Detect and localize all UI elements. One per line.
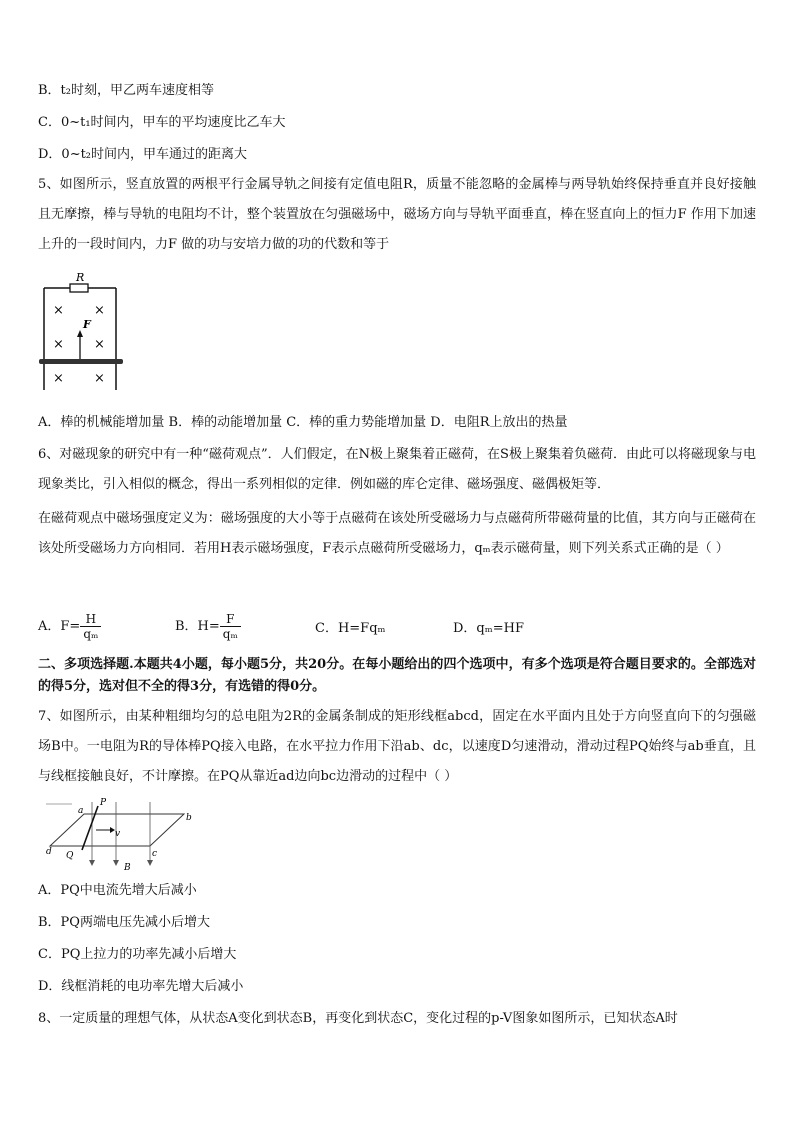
label-field-b: B [124, 863, 131, 872]
q6-definition: 在磁荷观点中磁场强度定义为：磁场强度的大小等于点磁荷在该处所受磁场力与点磁荷所带磁荷量的比值，其方向与正磁荷在该处所受磁场力方向相同．若用H表示磁场强度，F表示点磁荷所受磁场力，qₘ表示磁荷量，则下列关系式正确的是（ ） [38, 511, 756, 556]
field-cross: × [53, 371, 64, 386]
q4-option-c: C．0~t₁时间内，甲车的平均速度比乙车大 [38, 115, 286, 130]
label-c: c [152, 849, 158, 859]
q7-frame-figure [46, 796, 196, 872]
resistor-label: R [76, 271, 85, 284]
q7-option-b: B．PQ两端电压先减小后增大 [38, 915, 210, 930]
fraction: $\frac{F}{\text{qₘ}}$ [220, 612, 241, 641]
label-q: Q [66, 851, 74, 861]
rod-pq [82, 806, 98, 850]
q7-option-c: C．PQ上拉力的功率先减小后增大 [38, 947, 237, 962]
q4-option-d: D．0~t₂时间内，甲车通过的距离大 [38, 147, 248, 162]
q6-option-a: A．F= $\frac{H}{\text{qₘ}}$ [38, 612, 101, 641]
label-v: v [115, 829, 121, 839]
q7-option-a: A．PQ中电流先增大后减小 [38, 883, 197, 898]
field-cross: × [94, 303, 105, 318]
resistor-r [70, 284, 88, 292]
label-b: b [186, 813, 192, 823]
field-cross: × [53, 303, 64, 318]
field-cross: × [53, 337, 64, 352]
label-d: d [46, 847, 52, 857]
q7-option-d: D．线框消耗的电功率先增大后减小 [38, 979, 244, 994]
q7-stem: 7、如图所示，由某种粗细均匀的总电阻为2R的金属条制成的矩形线框abcd，固定在水平面内且处于方向竖直向下的匀强磁场B中。一电阻为R的导体棒PQ接入电路，在水平拉力作用下沿ab、dc，以速度D匀速滑动，滑动过程PQ始终与ab垂直，且与线框接触良好，不计摩擦。在PQ从靠近ad边向bc边滑动的过程中（ ） [38, 709, 756, 784]
q6-option-b: B．H= $\frac{F}{\text{qₘ}}$ [175, 612, 241, 641]
fraction: $\frac{H}{\text{qₘ}}$ [80, 612, 101, 641]
field-cross: × [94, 337, 105, 352]
q4-option-b: B．t₂时刻，甲乙两车速度相等 [38, 83, 214, 98]
metal-rod [39, 359, 123, 364]
q6-option-c: C．H=Fqₘ [315, 621, 386, 636]
q6-stem: 6、对磁现象的研究中有一种“磁荷观点”．人们假定，在N极上聚集着正磁荷，在S极上聚集着负磁荷．由此可以将磁现象与电现象类比，引入相似的概念，得出一系列相似的定律．例如磁的库仑定律、磁场强度、磁偶极矩等． [38, 447, 756, 492]
q6-option-d: D．qₘ=HF [453, 621, 524, 636]
q5-options: A．棒的机械能增加量 B．棒的动能增加量 C．棒的重力势能增加量 D．电阻R上放出的热量 [38, 415, 568, 430]
label-p: P [100, 798, 107, 808]
q5-stem: 5、如图所示，竖直放置的两根平行金属导轨之间接有定值电阻R，质量不能忽略的金属棒与两导轨始终保持垂直并良好接触且无摩擦，棒与导轨的电阻均不计，整个装置放在匀强磁场中，磁场方向与导轨平面垂直，棒在竖直向上的恒力F 作用下加速上升的一段时间内，力F 做的功与安培力做的功的代数和等于 [38, 177, 756, 252]
q5-circuit-figure [36, 270, 128, 392]
force-label: F [83, 318, 91, 331]
section-heading: 二、多项选择题.本题共4小题，每小题5分，共20分。在每小题给出的四个选项中，有多个选项是符合题目要求的。全部选对的得5分，选对但不全的得3分，有选错的得0分。 [38, 657, 756, 694]
q8-stem: 8、一定质量的理想气体，从状态A变化到状态B，再变化到状态C，变化过程的p-V图象如图所示，已知状态A时 [38, 1011, 678, 1026]
field-cross: × [94, 371, 105, 386]
label-a: a [78, 806, 84, 816]
